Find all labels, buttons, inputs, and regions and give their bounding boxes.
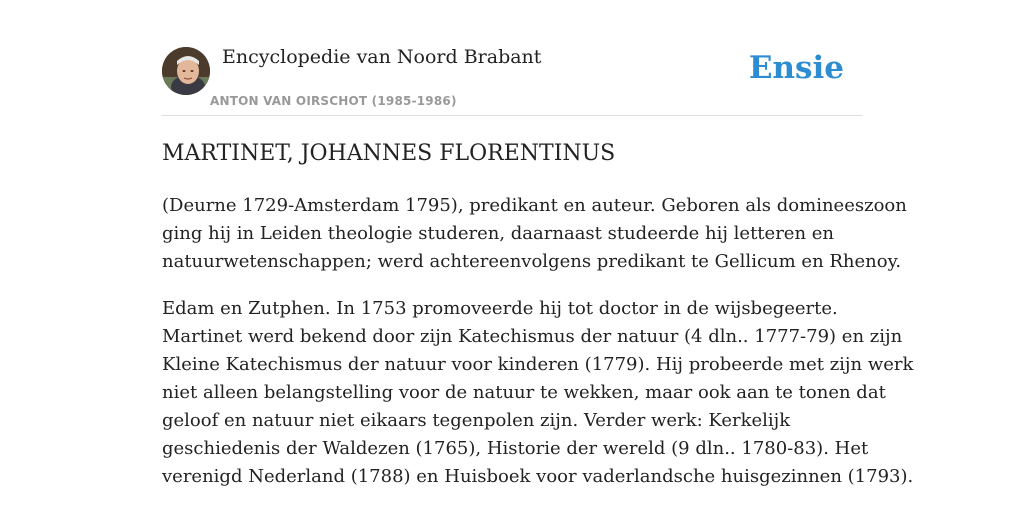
paragraph-line: verenigd Nederland (1788) en Huisboek voor vaderlandsche huisgezinnen (1793). (162, 466, 914, 487)
site-title[interactable]: Encyclopedie van Noord Brabant (222, 46, 542, 68)
entry-paragraph-2 (162, 295, 914, 491)
paragraph-line: natuurwetenschappen; werd achtereenvolgens predikant te Gellicum en Rhenoy. (162, 251, 902, 272)
paragraph-line: Martinet werd bekend door zijn Katechismus der natuur (4 dln.. 1777-79) en zijn (162, 326, 903, 347)
entry-title: MARTINET, JOHANNES FLORENTINUS (162, 141, 616, 166)
author-name[interactable]: ANTON VAN OIRSCHOT (1985-1986) (210, 94, 457, 108)
paragraph-line: geschiedenis der Waldezen (1765), Historie der wereld (9 dln.. 1780-83). Het (162, 438, 869, 459)
header (162, 0, 862, 116)
paragraph-line: (Deurne 1729-Amsterdam 1795), predikant en auteur. Geboren als domineeszoon (162, 195, 907, 216)
entry-paragraph-1 (162, 192, 907, 276)
avatar-portrait-icon (162, 47, 210, 95)
paragraph-line: geloof en natuur niet eikaars tegenpolen zijn. Verder werk: Kerkelijk (162, 410, 791, 431)
paragraph-line: Kleine Katechismus der natuur voor kinderen (1779). Hij probeerde met zijn werk (162, 354, 914, 375)
paragraph-line: Edam en Zutphen. In 1753 promoveerde hij tot doctor in de wijsbegeerte. (162, 298, 838, 319)
paragraph-line: niet alleen belangstelling voor de natuur te wekken, maar ook aan te tonen dat (162, 382, 886, 403)
brand-logo[interactable]: Ensie (748, 50, 844, 86)
page-container (162, 0, 914, 512)
author-avatar[interactable] (162, 47, 210, 95)
paragraph-line: ging hij in Leiden theologie studeren, daarnaast studeerde hij letteren en (162, 223, 835, 244)
